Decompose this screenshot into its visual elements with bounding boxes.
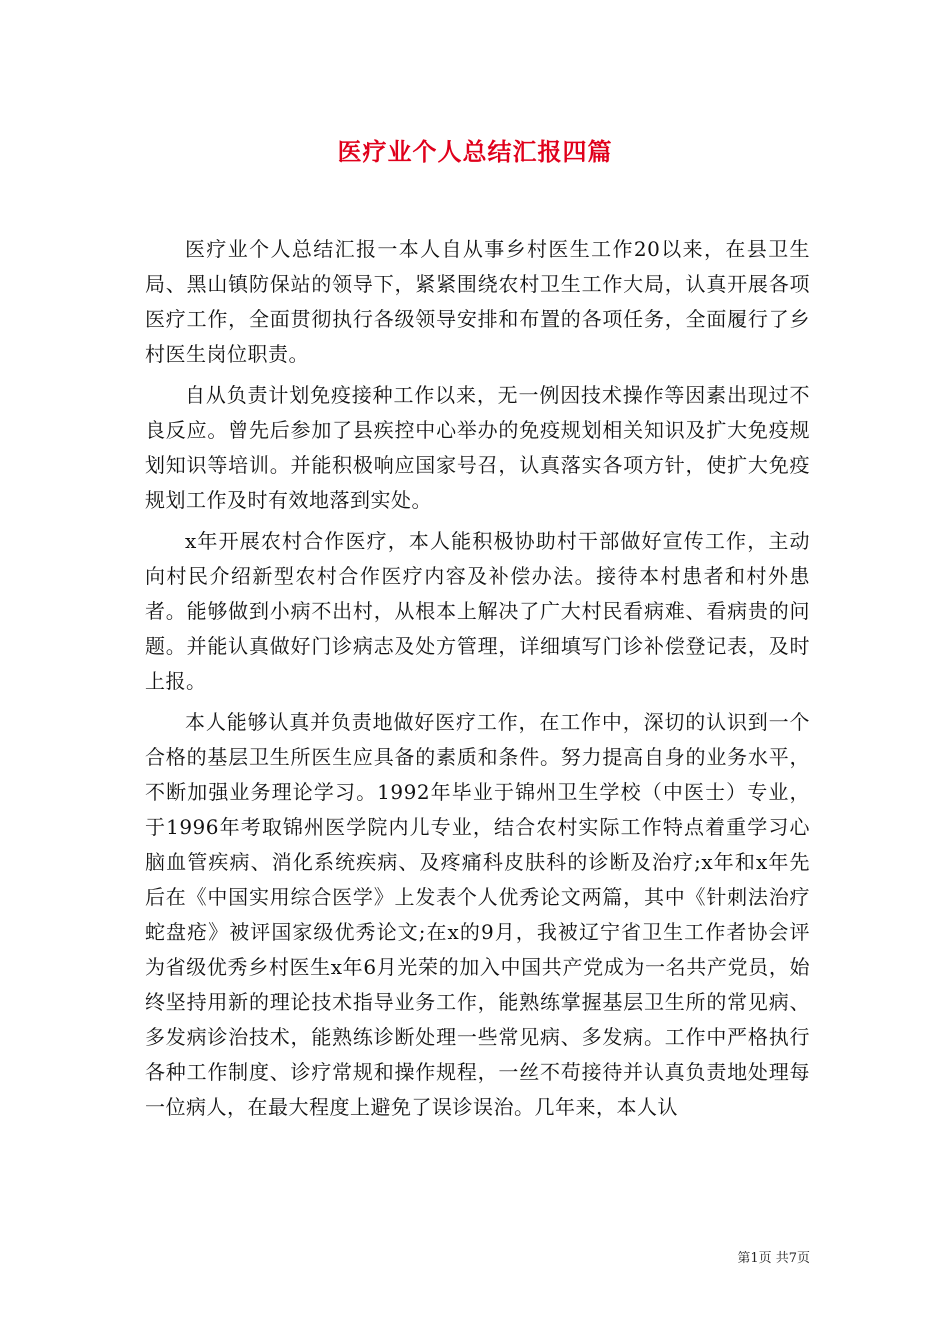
page-number-footer: 第1页 共7页 (737, 1251, 810, 1266)
paragraph-2: 自从负责计划免疫接种工作以来，无一例因技术操作等因素出现过不良反应。曾先后参加了县疾控中心举办的免疫规划相关知识及扩大免疫规划知识等培训。并能积极响应国家号召，认真落实各项方针，使扩大免疫规划工作及时有效地落到实处。 (145, 383, 810, 512)
paragraph-3: x年开展农村合作医疗，本人能积极协助村干部做好宣传工作，主动向村民介绍新型农村合作医疗内容及补偿办法。接待本村患者和村外患者。能够做到小病不出村，从根本上解决了广大村民看病难、看病贵的问题。并能认真做好门诊病志及处方管理，详细填写门诊补偿登记表，及时上报。 (145, 529, 810, 693)
document-title: 医疗业个人总结汇报四篇 (337, 137, 613, 166)
paragraph-1: 医疗业个人总结汇报一本人自从事乡村医生工作20以来，在县卫生局、黑山镇防保站的领导下，紧紧围绕农村卫生工作大局，认真开展各项医疗工作，全面贯彻执行各级领导安排和布置的各项任务，全面履行了乡村医生岗位职责。 (145, 237, 810, 366)
paragraph-4: 本人能够认真并负责地做好医疗工作，在工作中，深切的认识到一个合格的基层卫生所医生应具备的素质和条件。努力提高自身的业务水平，不断加强业务理论学习。1992年毕业于锦州卫生学校（中医士）专业，于1996年考取锦州医学院内儿专业，结合农村实际工作特点着重学习心脑血管疾病、消化系统疾病、及疼痛科皮肤科的诊断及治疗;x年和x年先后在《中国实用综合医学》上发表个人优秀论文两篇，其中《针刺法治疗蛇盘疮》被评国家级优秀论文;在x的9月，我被辽宁省卫生工作者协会评为省级优秀乡村医生x年6月光荣的加入中国共产党成为一名共产党员，始终坚持用新的理论技术指导业务工作，能熟练掌握基层卫生所的常见病、多发病诊治技术，能熟练诊断处理一些常见病、多发病。工作中严格执行各种工作制度、诊疗常规和操作规程，一丝不苟接待并认真负责地处理每一位病人，在最大程度上避免了误诊误治。几年来，本人认 (145, 710, 810, 1119)
document-body (145, 232, 810, 1131)
